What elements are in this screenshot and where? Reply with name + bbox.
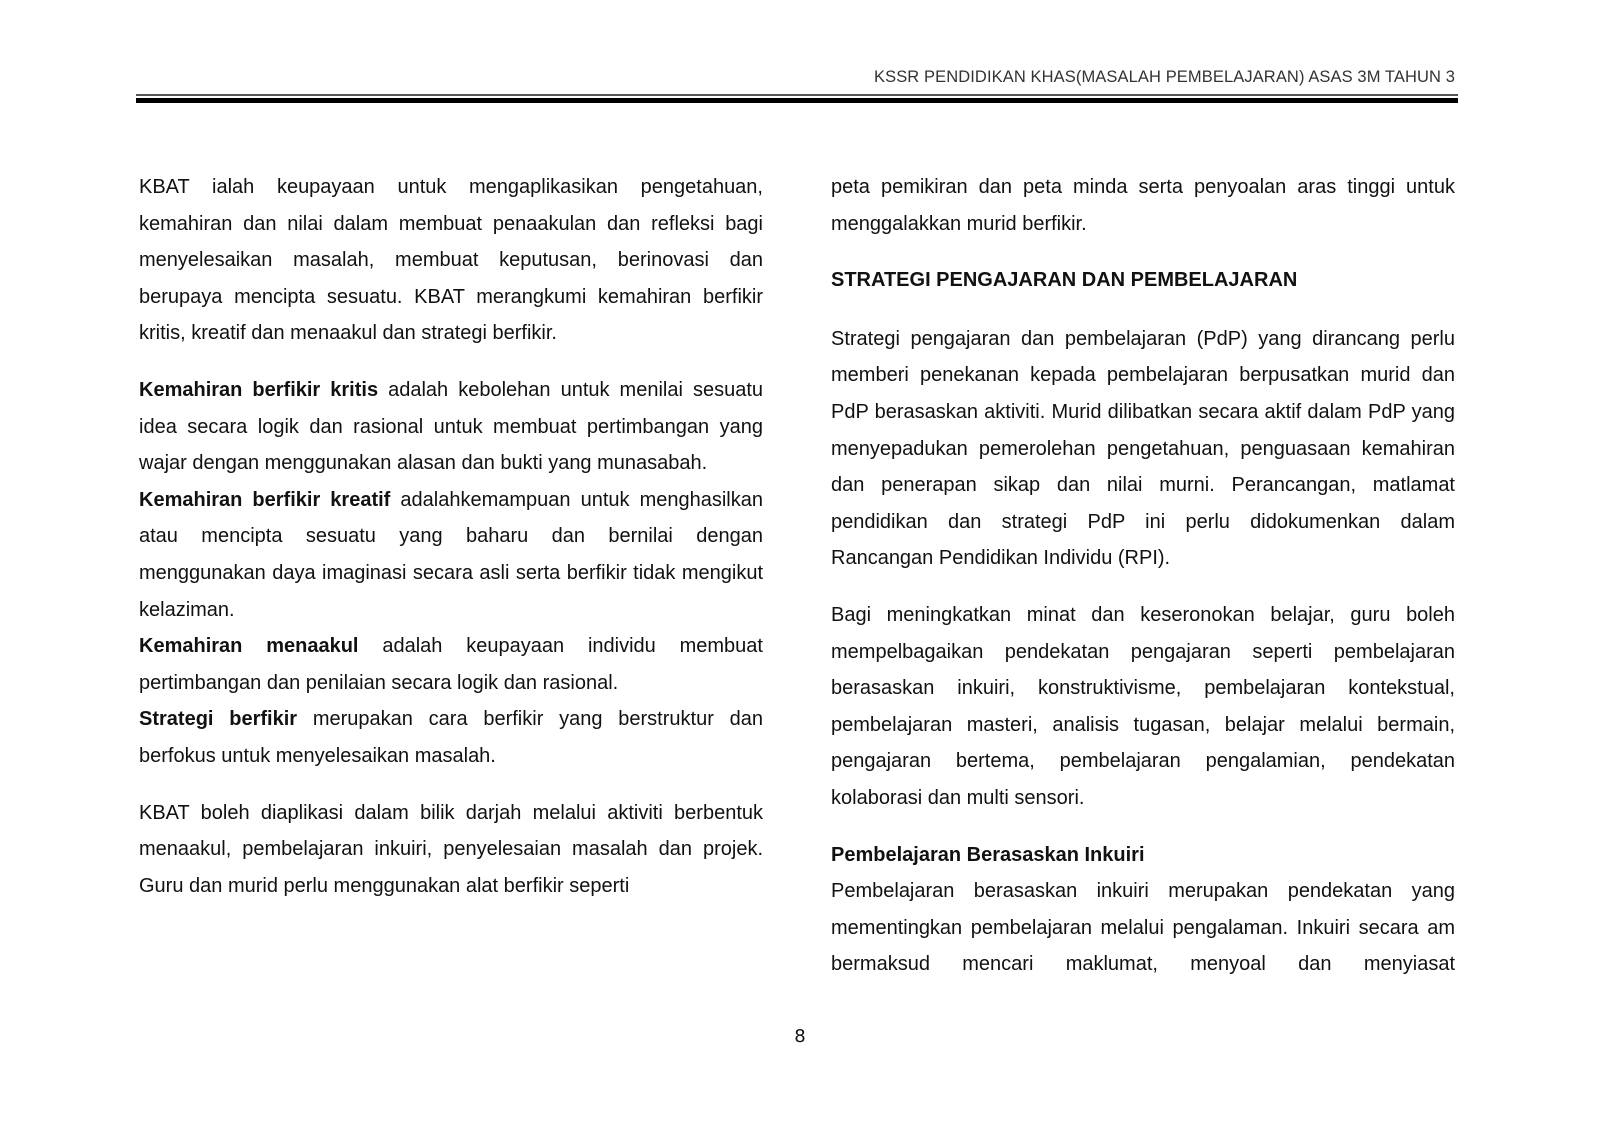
page-number: 8 (794, 1026, 806, 1047)
paragraph-strategi (139, 701, 763, 774)
header-rule-thick (136, 98, 1458, 103)
subsection-heading: Pembelajaran Berasaskan Inkuiri (831, 843, 1145, 866)
paragraph-strategi-pdp: Strategi pengajaran dan pembelajaran (PdP) yang dirancang perlu memberi penekanan kepada pembelajaran berpusatkan murid dan PdP berasaskan aktiviti. Murid dilibatkan secara aktif dalam PdP yang menyepadukan pemerolehan pengetahuan, penguasaan kemahiran dan penerapan sikap dan nilai murni. Perancangan, matlamat pendidikan dan strategi PdP ini perlu didokumenkan dalam Rancangan Pendidikan Individu (RPI). (831, 327, 1455, 570)
paragraph-kbat-application: KBAT boleh diaplikasi dalam bilik darjah melalui aktiviti berbentuk menaakul, pembelajaran inkuiri, penyelesaian masalah dan projek. Guru dan murid perlu menggunakan alat berfikir seperti (139, 801, 763, 897)
term-menaakul: Kemahiran menaakul (139, 635, 359, 658)
paragraph-continued: peta pemikiran dan peta minda serta penyoalan aras tinggi untuk menggalakkan murid berfikir. (831, 176, 1455, 235)
paragraph-text: merupakan cara berfikir yang berstruktur dan berfokus untuk menyelesaikan masalah. (139, 708, 763, 767)
right-column (831, 169, 1455, 1003)
paragraph-kreatif (139, 482, 763, 628)
term-strategi: Strategi berfikir (139, 708, 298, 731)
paragraph-inkuiri: Pembelajaran berasaskan inkuiri merupakan pendekatan yang mementingkan pembelajaran melalui pengalaman. Inkuiri secara am bermaksud mencari maklumat, menyoal dan menyiasat (831, 880, 1455, 976)
left-column (139, 169, 763, 924)
term-kreatif: Kemahiran berfikir kreatif (139, 488, 391, 511)
term-kritis: Kemahiran berfikir kritis (139, 378, 379, 401)
section-heading: STRATEGI PENGAJARAN DAN PEMBELAJARAN (831, 269, 1298, 292)
header-rule-thin (136, 94, 1458, 96)
paragraph-menaakul (139, 628, 763, 701)
paragraph-kbat-definition: KBAT ialah keupayaan untuk mengaplikasikan pengetahuan, kemahiran dan nilai dalam membuat penaakulan dan refleksi bagi menyelesaikan masalah, membuat keputusan, berinovasi dan berupaya mencipta sesuatu. KBAT merangkumi kemahiran berfikir kritis, kreatif dan menaakul dan strategi berfikir. (139, 176, 763, 345)
paragraph-text: adalah keupayaan individu membuat pertimbangan dan penilaian secara logik dan rasional. (139, 635, 763, 694)
paragraph-pendekatan: Bagi meningkatkan minat dan keseronokan belajar, guru boleh mempelbagaikan pendekatan pengajaran seperti pembelajaran berasaskan inkuiri, konstruktivisme, pembelajaran kontekstual, pembelajaran masteri, analisis tugasan, belajar melalui bermain, pengajaran bertema, pembelajaran pengalamian, pendekatan kolaborasi dan multi sensori. (831, 603, 1455, 809)
paragraph-text: adalahkemampuan untuk menghasilkan atau mencipta sesuatu yang baharu dan bernilai dengan menggunakan daya imaginasi secara asli serta berfikir tidak mengikut kelaziman. (139, 488, 763, 621)
running-header: KSSR PENDIDIKAN KHAS(MASALAH PEMBELAJARAN) ASAS 3M TAHUN 3 (873, 68, 1455, 86)
paragraph-kritis (139, 372, 763, 482)
paragraph-text: adalah kebolehan untuk menilai sesuatu idea secara logik dan rasional untuk membuat pertimbangan yang wajar dengan menggunakan alasan dan bukti yang munasabah. (139, 378, 764, 475)
